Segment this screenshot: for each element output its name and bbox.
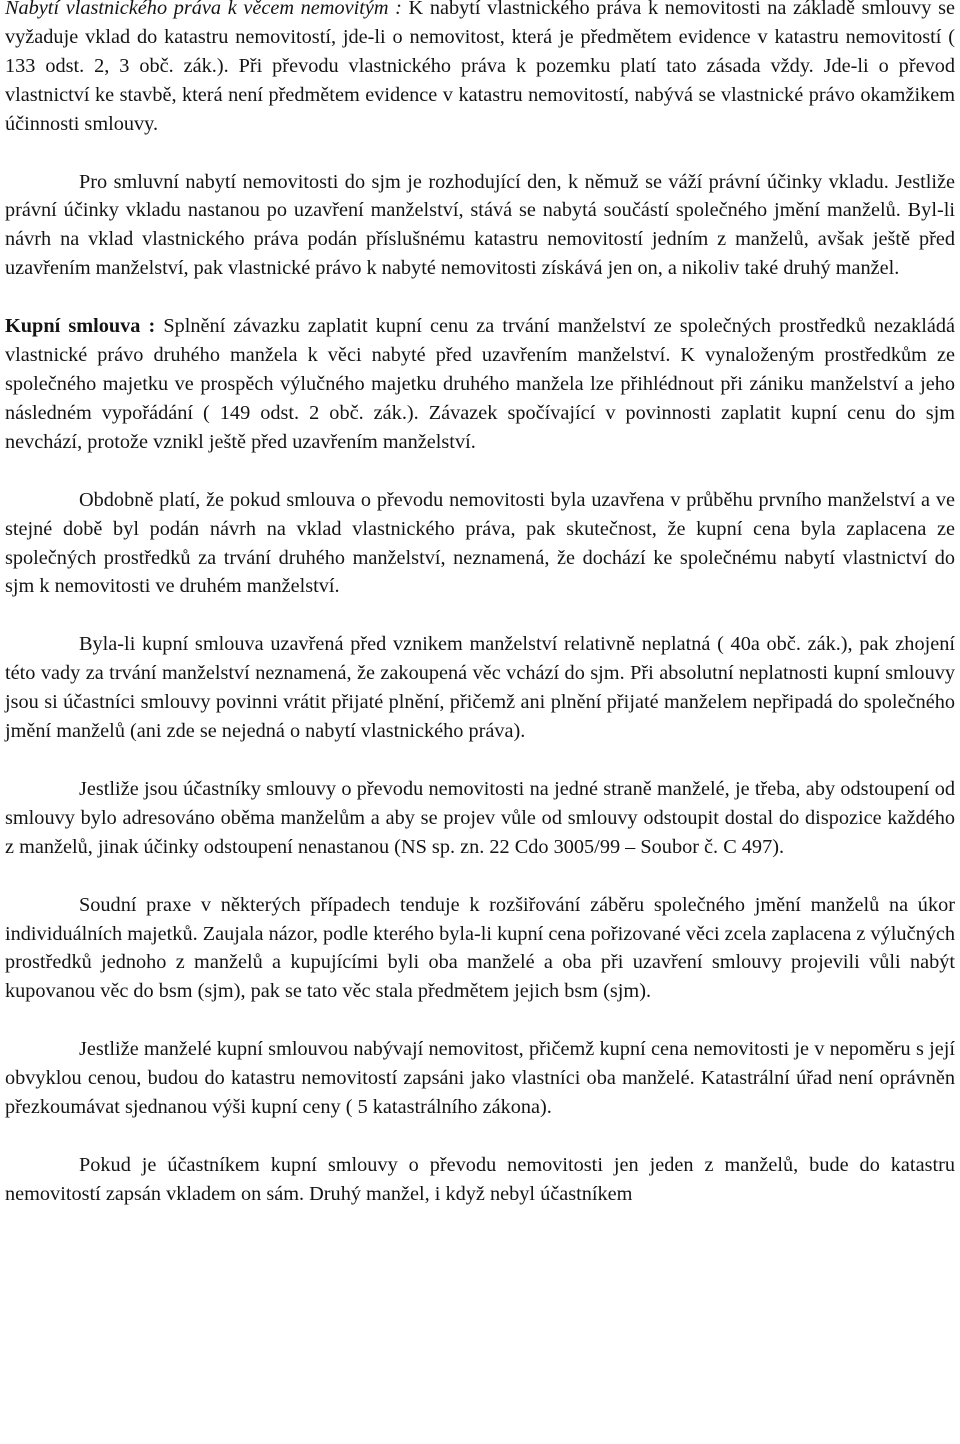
paragraph-acquisition-of-real-estate — [5, 0, 955, 139]
paragraph-text: Pro smluvní nabytí nemovitosti do sjm je rozhodující den, k němuž se váží právní účinky vkladu. Jestliže právní účinky vkladu nastanou po uzavření manželství, stává se nabytá součástí společného jmění manželů. Byl-li návrh na vklad vlastnického práva podán příslušnému katastru nemovitostí jedním z manželů, avšak ještě před uzavřením manželství, pak vlastnické právo k nabyté nemovitosti získává jen on, a nikoliv také druhý manžel. — [5, 170, 955, 280]
paragraph-spacer — [5, 283, 955, 312]
paragraph-spacer — [5, 746, 955, 775]
paragraph-single-spouse — [5, 1151, 955, 1209]
paragraph-text: K nabytí vlastnického práva k nemovitosti na základě smlouvy se vyžaduje vklad do katastru nemovitostí, jde-li o nemovitost, která je předmětem evidence v katastru nemovitostí ( 133 odst. 2, 3 obč. zák.). Při převodu vlastnického práva k pozemku platí tato zásada vždy. Jde-li o převod vlastnictví ke stavbě, která není předmětem evidence v katastru nemovitostí, nabývá se vlastnické právo okamžikem účinnosti smlouvy. — [5, 0, 955, 135]
paragraph-contractual-acquisition — [5, 168, 955, 284]
paragraph-text: Pokud je účastníkem kupní smlouvy o převodu nemovitosti jen jeden z manželů, bude do katastru nemovitostí zapsán vkladem on sám. Druhý manžel, i když nebyl účastníkem — [5, 1154, 955, 1205]
paragraph-text: Obdobně platí, že pokud smlouva o převodu nemovitosti byla uzavřena v průběhu prvního manželství a ve stejné době byl podán návrh na vklad vlastnického práva, pak skutečnost, že kupní cena byla zaplacena ze společných prostředků za trvání druhého manželství, neznamená, že dochází ke společnému nabytí vlastnictví do sjm k nemovitosti ve druhém manželství. — [5, 488, 955, 598]
paragraph-spacer — [5, 139, 955, 168]
paragraph-text: Soudní praxe v některých případech tenduje k rozšiřování záběru společného jmění manželů na úkor individuálních majetků. Zaujala názor, podle kterého byla-li kupní cena pořizované věci zcela zaplacena z výlučných prostředků jednoho z manželů a kupujícími byli oba manželé a oba při uzavření smlouvy projevili vůli nabýt kupovanou věc do bsm (sjm), pak se tato věc stala předmětem jejich bsm (sjm). — [5, 893, 955, 1003]
paragraph-spacer — [5, 862, 955, 891]
paragraph-spacer — [5, 1006, 955, 1035]
paragraph-text: Byla-li kupní smlouva uzavřená před vznikem manželství relativně neplatná ( 40a obč. zák.), pak zhojení této vady za trvání manželství neznamená, že zakoupená věc vchází do sjm. Při absolutní neplatnosti kupní smlouvy jsou si účastníci smlouvy povinni vrátit přijaté plnění, přičemž ani plnění přijaté manželem nepřipadá do společného jmění manželů (ani zde se nejedná o nabytí vlastnického práva). — [5, 633, 955, 743]
paragraph-analogous-rule — [5, 486, 955, 602]
paragraph-spacer — [5, 601, 955, 630]
paragraph-text: Jestliže jsou účastníky smlouvy o převodu nemovitosti na jedné straně manželé, je třeba, aby odstoupení od smlouvy bylo adresováno oběma manželům a aby se projev vůle od smlouvy odstoupit dostal do dispozice každého z manželů, jinak účinky odstoupení nenastanou (NS sp. zn. 22 Cdo 3005/99 – Soubor č. C 497). — [5, 777, 955, 858]
paragraph-price-disproportion — [5, 1035, 955, 1122]
paragraph-spacer — [5, 457, 955, 486]
paragraph-text: Jestliže manželé kupní smlouvou nabývají nemovitost, přičemž kupní cena nemovitosti je v nepoměru s její obvyklou cenou, budou do katastru nemovitostí zapsáni jako vlastníci oba manželé. Katastrální úřad není oprávněn přezkoumávat sjednanou výši kupní ceny ( 5 katastrálního zákona). — [5, 1038, 955, 1119]
paragraph-lead-bold: Kupní smlouva : — [5, 315, 156, 338]
paragraph-text: Splnění závazku zaplatit kupní cenu za trvání manželství ze společných prostředků nezakládá vlastnické právo druhého manžela k věci nabyté před uzavřením manželství. K vynaloženým prostředkům ze společného majetku ve prospěch výlučného majetku druhého manžela lze přihlédnout při zániku manželství a jeho následném vypořádání ( 149 odst. 2 obč. zák.). Závazek spočívající v povinnosti zaplatit kupní cenu do sjm nevchází, protože vznikl ještě před uzavřením manželství. — [5, 315, 955, 453]
paragraph-invalid-contract — [5, 630, 955, 746]
paragraph-lead-italic: Nabytí vlastnického práva k věcem nemovitým : — [5, 0, 402, 19]
paragraph-court-practice — [5, 891, 955, 1007]
paragraph-withdrawal — [5, 775, 955, 862]
paragraph-purchase-contract — [5, 312, 955, 457]
paragraph-spacer — [5, 1122, 955, 1151]
